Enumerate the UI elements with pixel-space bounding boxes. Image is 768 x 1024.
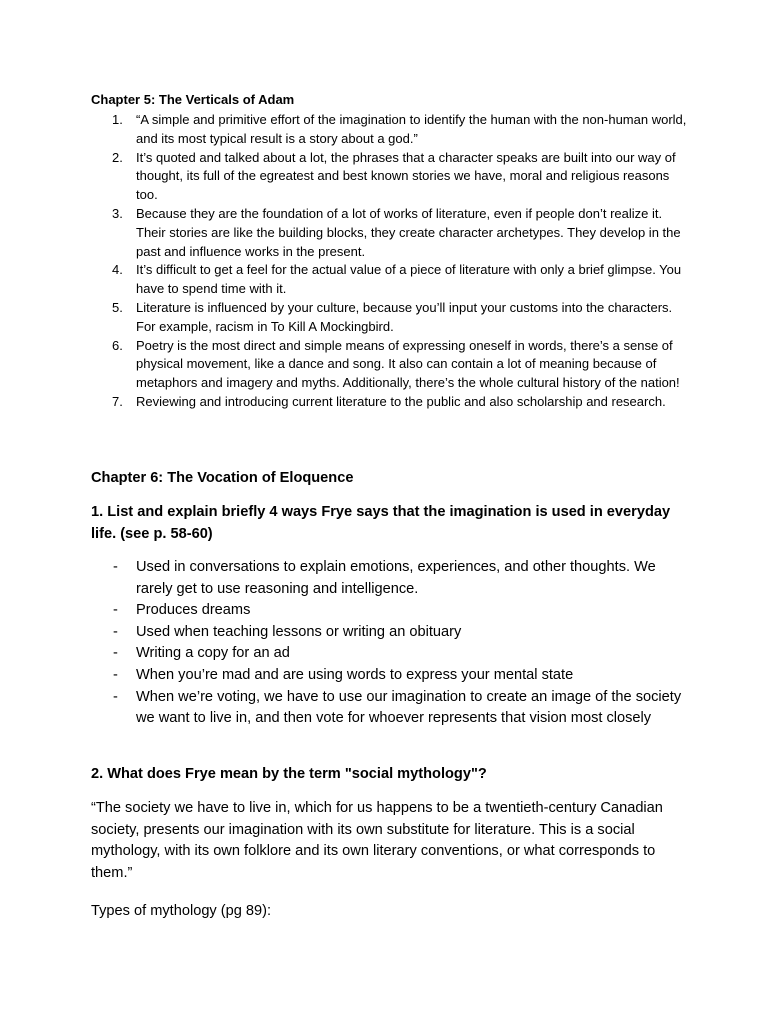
item-text: It’s quoted and talked about a lot, the phrases that a character speaks are built into our way of thought, its full of the egreatest and best known stories we have, moral and religious reasons too. <box>136 149 676 203</box>
question-2: 2. What does Frye mean by the term "social mythology"? <box>91 766 487 782</box>
bullet-item <box>91 643 691 665</box>
bullet-text: When you’re mad and are using words to express your mental state <box>136 666 574 683</box>
item-text: Because they are the foundation of a lot of works of literature, even if people don’t realize it. Their stories are like the building blocks, they create character archetypes. They develop in the past and influence works in the present. <box>136 205 681 259</box>
social-mythology-quote: “The society we have to live in, which for us happens to be a twentieth-century Canadian society, presents our imagination with its own substitute for literature. This is a social mythology, with its own folklore and its own literary conventions, or what corresponds to them.” <box>91 800 663 881</box>
numbered-item <box>91 111 691 149</box>
item-number: 3. <box>112 205 123 221</box>
dash-marker: - <box>113 559 118 575</box>
types-of-mythology-label: Types of mythology (pg 89): <box>91 903 272 919</box>
imagination-uses-list <box>91 557 691 730</box>
item-text: Poetry is the most direct and simple means of expressing oneself in words, there’s a sense of physical movement, like a dance and song. It also can contain a lot of meaning because of metaphors and imagery and myths. Additionally, there’s the whole cultural history of the nation! <box>136 337 680 391</box>
dash-marker: - <box>113 602 118 619</box>
dash-marker: - <box>113 623 118 640</box>
chapter-5-answers <box>91 111 691 412</box>
dash-marker: - <box>113 666 118 683</box>
bullet-item <box>91 622 691 644</box>
item-number: 1. <box>112 112 123 127</box>
numbered-item <box>91 205 691 261</box>
item-number: 6. <box>112 337 123 353</box>
numbered-item <box>91 393 691 412</box>
numbered-item <box>91 261 691 299</box>
item-text: Literature is influenced by your culture, because you’ll input your customs into the characters. For example, racism in To Kill A Mockingbird. <box>136 299 673 334</box>
bullet-text: Used when teaching lessons or writing an obituary <box>136 623 462 640</box>
numbered-item <box>91 149 691 205</box>
item-number: 7. <box>112 393 123 409</box>
item-text: Reviewing and introducing current literature to the public and also scholarship and research. <box>136 393 666 409</box>
item-text: It’s difficult to get a feel for the actual value of a piece of literature with only a brief glimpse. You have to spend time with it. <box>136 262 682 297</box>
bullet-text: Used in conversations to explain emotions, experiences, and other thoughts. We rarely get to use reasoning and intelligence. <box>136 559 656 597</box>
bullet-item <box>91 557 691 600</box>
dash-marker: - <box>113 645 118 662</box>
item-number: 2. <box>112 149 123 165</box>
dash-marker: - <box>113 688 118 705</box>
question-1: 1. List and explain briefly 4 ways Frye says that the imagination is used in everyday life. (see p. 58-60) <box>91 504 671 542</box>
bullet-text: When we’re voting, we have to use our imagination to create an image of the society we want to live in, and then vote for whoever represents that vision most closely <box>136 688 682 727</box>
numbered-item <box>91 337 691 393</box>
item-text: “A simple and primitive effort of the imagination to identify the human with the non-human world, and its most typical result is a story about a god.” <box>136 112 687 146</box>
bullet-text: Produces dreams <box>136 602 251 619</box>
chapter-5-title: Chapter 5: The Verticals of Adam <box>91 92 295 107</box>
bullet-text: Writing a copy for an ad <box>136 645 290 662</box>
item-number: 5. <box>112 299 123 315</box>
bullet-item <box>91 665 691 687</box>
chapter-6-title: Chapter 6: The Vocation of Eloquence <box>91 470 354 486</box>
item-number: 4. <box>112 262 123 278</box>
bullet-item <box>91 687 691 730</box>
bullet-item <box>91 600 691 622</box>
numbered-item <box>91 299 691 337</box>
